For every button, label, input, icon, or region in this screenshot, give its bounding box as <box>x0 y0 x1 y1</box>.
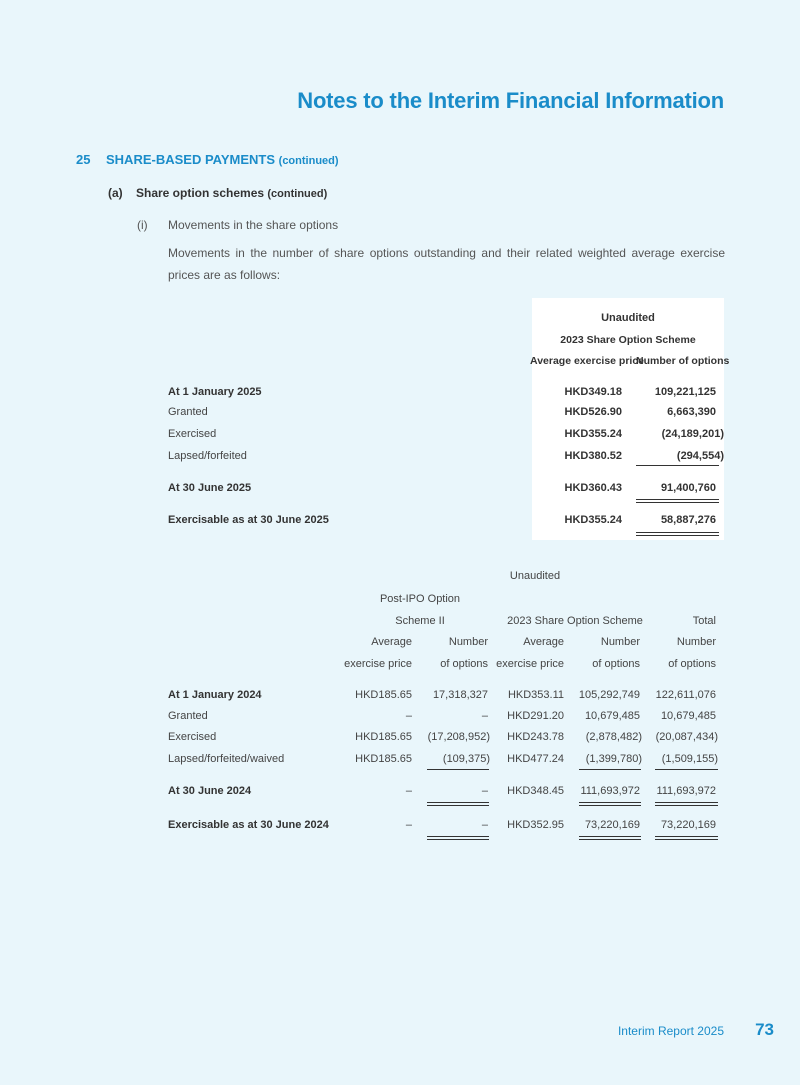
table-2024-group-postipo-line2: Scheme II <box>395 615 445 627</box>
col-header-avg: exercise price <box>344 658 412 670</box>
row-label: Granted <box>168 710 208 722</box>
table-2025-heading: Unaudited <box>601 312 655 324</box>
row-cell: – <box>481 819 488 831</box>
row-cell: (20,087,434) <box>655 731 718 743</box>
col-header-number: of options <box>668 658 716 670</box>
subtotal-rule <box>579 769 641 770</box>
row-price: HKD360.43 <box>564 482 622 494</box>
section-title: SHARE-BASED PAYMENTS <box>106 152 276 167</box>
row-number: 6,663,390 <box>667 406 716 418</box>
total-rule-bottom <box>655 839 718 840</box>
row-cell: 111,693,972 <box>580 785 640 797</box>
subsubsection-label: (i) <box>137 218 148 232</box>
row-price: HKD526.90 <box>564 406 622 418</box>
row-cell: 73,220,169 <box>660 819 716 831</box>
row-cell: HKD185.65 <box>355 731 412 743</box>
col-header-avg: exercise price <box>496 658 564 670</box>
row-cell: (109,375) <box>442 753 490 765</box>
row-number: 58,887,276 <box>660 514 716 526</box>
col-header-number: of options <box>592 658 640 670</box>
row-price: HKD380.52 <box>564 450 622 462</box>
row-cell: 111,693,972 <box>656 785 716 797</box>
row-cell: HKD185.65 <box>355 689 412 701</box>
row-number: 91,400,760 <box>660 482 716 494</box>
total-rule-bottom <box>655 805 718 806</box>
row-cell: (17,208,952) <box>427 731 490 743</box>
page-title: Notes to the Interim Financial Information <box>297 88 724 113</box>
row-label: Lapsed/forfeited <box>168 450 247 462</box>
row-cell: 10,679,485 <box>660 710 716 722</box>
col-header-avg: Average <box>523 636 564 648</box>
row-cell: 17,318,327 <box>432 689 488 701</box>
table-2025-col-price: Average exercise price <box>530 355 645 367</box>
row-number: (24,189,201) <box>661 428 724 440</box>
row-cell: HKD185.65 <box>355 753 412 765</box>
row-cell: (1,399,780) <box>585 753 642 765</box>
row-cell: HKD352.95 <box>507 819 564 831</box>
row-label: At 1 January 2025 <box>168 386 262 398</box>
total-rule-bottom <box>579 805 641 806</box>
row-cell: – <box>481 785 488 797</box>
total-rule-bottom <box>427 805 489 806</box>
row-cell: – <box>481 710 488 722</box>
row-number: 109,221,125 <box>654 386 716 398</box>
intro-paragraph: Movements in the number of share options outstanding and their related weighted average exercise prices are as follows: <box>168 246 725 282</box>
row-cell: 122,611,076 <box>655 689 716 701</box>
row-cell: – <box>405 785 412 797</box>
row-label: At 30 June 2024 <box>168 785 252 797</box>
row-price: HKD349.18 <box>564 386 622 398</box>
subsection-title: Share option schemes <box>136 186 265 200</box>
subsubsection-title: Movements in the share options <box>168 218 339 232</box>
subsection-heading <box>108 186 327 200</box>
subtotal-rule <box>427 769 489 770</box>
table-2024-group-postipo-line1: Post-IPO Option <box>379 593 461 605</box>
row-cell: 10,679,485 <box>584 710 640 722</box>
total-rule-top <box>427 836 489 837</box>
row-number: (294,554) <box>676 450 724 462</box>
row-price: HKD355.24 <box>564 514 622 526</box>
table-2024-heading: Unaudited <box>509 570 561 582</box>
table-2024-group-total: Total <box>692 615 716 627</box>
row-cell: – <box>405 710 412 722</box>
row-cell: 73,220,169 <box>584 819 640 831</box>
row-cell: 105,292,749 <box>578 689 640 701</box>
total-rule-top <box>579 836 641 837</box>
col-header-number: of options <box>440 658 488 670</box>
section-heading <box>76 152 339 167</box>
total-rule-top <box>655 836 718 837</box>
row-cell: (1,509,155) <box>661 753 718 765</box>
row-label: At 30 June 2025 <box>168 482 252 494</box>
total-rule-top <box>579 802 641 803</box>
table-2025-scheme: 2023 Share Option Scheme <box>560 334 696 346</box>
total-rule-top <box>636 499 719 500</box>
total-rule-bottom <box>427 839 489 840</box>
row-label: Lapsed/forfeited/waived <box>168 753 285 765</box>
table-2024-group-2023: 2023 Share Option Scheme <box>507 615 643 627</box>
row-label: Exercisable as at 30 June 2024 <box>168 819 329 831</box>
row-label: Granted <box>168 406 208 418</box>
section-number: 25 <box>76 152 91 167</box>
subtotal-rule <box>655 769 718 770</box>
col-header-number: Number <box>600 636 640 648</box>
col-header-number: Number <box>448 636 488 648</box>
total-rule-top <box>636 532 719 533</box>
row-cell: – <box>405 819 412 831</box>
col-header-avg: Average <box>371 636 412 648</box>
row-cell: HKD477.24 <box>507 753 564 765</box>
subtotal-rule <box>636 465 719 466</box>
row-label: Exercised <box>168 731 217 743</box>
total-rule-bottom <box>636 535 719 536</box>
row-cell: HKD243.78 <box>507 731 564 743</box>
total-rule-top <box>427 802 489 803</box>
total-rule-bottom <box>636 502 719 503</box>
row-price: HKD355.24 <box>564 428 622 440</box>
total-rule-bottom <box>579 839 641 840</box>
row-label: Exercised <box>168 428 217 440</box>
row-cell: HKD348.45 <box>507 785 564 797</box>
section-suffix: (continued) <box>278 155 339 167</box>
page-number: 73 <box>755 1020 774 1039</box>
subsubsection-heading <box>137 218 338 232</box>
row-label: Exercisable as at 30 June 2025 <box>168 514 329 526</box>
row-label: At 1 January 2024 <box>168 689 262 701</box>
footer-report-label: Interim Report 2025 <box>617 1024 724 1038</box>
total-rule-top <box>655 802 718 803</box>
table-2025-col-number: Number of options <box>636 355 730 367</box>
subsection-label: (a) <box>108 186 123 200</box>
subsection-suffix: (continued) <box>267 188 328 200</box>
row-cell: (2,878,482) <box>585 731 642 743</box>
row-cell: HKD353.11 <box>507 689 564 701</box>
col-header-number: Number <box>676 636 716 648</box>
row-cell: HKD291.20 <box>507 710 564 722</box>
